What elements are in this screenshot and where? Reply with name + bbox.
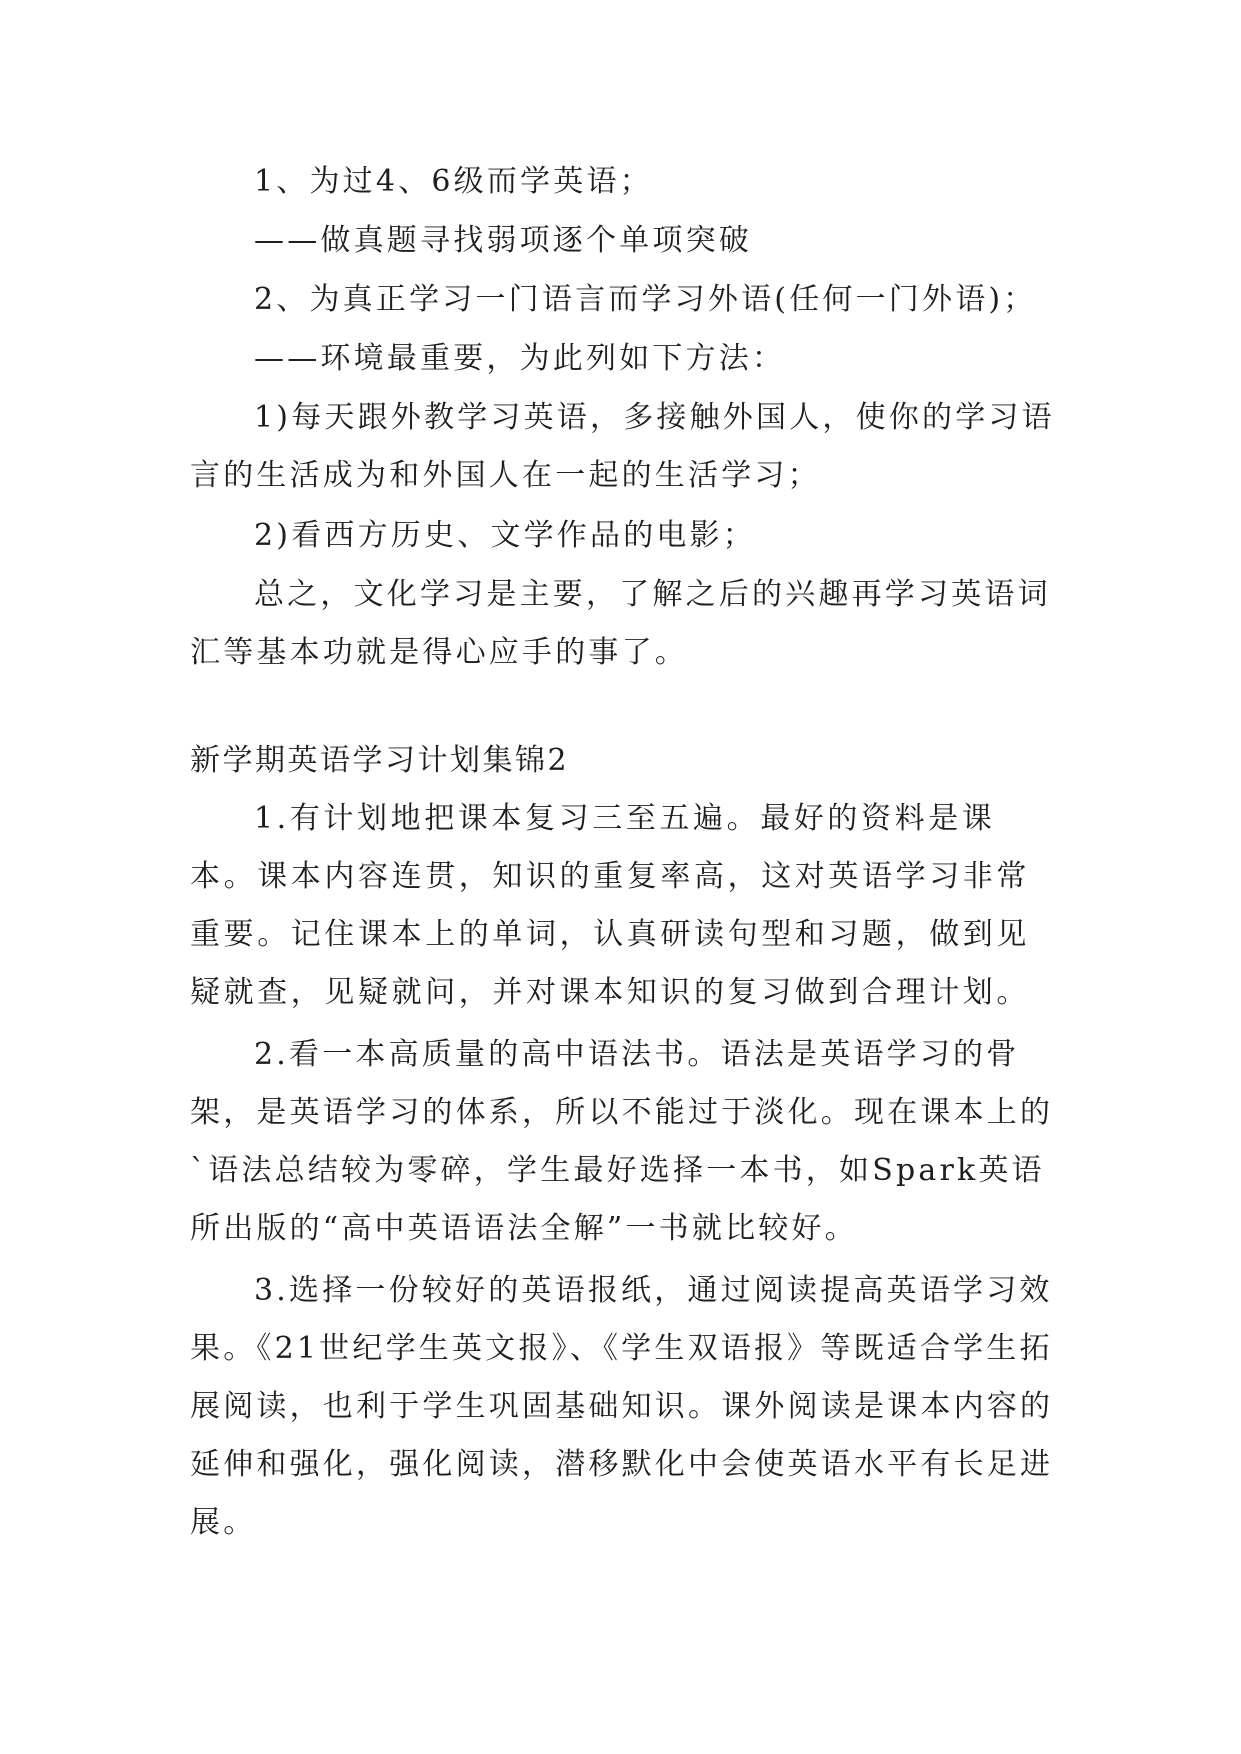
paragraph-8: 1.有计划地把课本复习三至五遍。最好的资料是课本。课本内容连贯，知识的重复率高，这对英语学习非常重要。记住课本上的单词，认真研读句型和习题，做到见疑就查，见疑就问，并对课本知识的复习做到合理计划。 [190, 801, 1030, 1010]
paragraph-1: 1、为过4、6级而学英语； [254, 164, 653, 199]
section-title: 新学期英语学习计划集锦2 [190, 743, 570, 778]
paragraph-9: 2.看一本高质量的高中语法书。语法是英语学习的骨架，是英语学习的体系，所以不能过于淡化。现在课本上的`语法总结较为零碎，学生最好选择一本书，如Spark英语所出版的“高中英语语法全解”一书就比较好。 [190, 1037, 1054, 1246]
paragraph-10: 3.选择一份较好的英语报纸，通过阅读提高英语学习效果。《21世纪学生英文报》、《学生双语报》等既适合学生拓展阅读，也利于学生巩固基础知识。课外阅读是课本内容的延伸和强化，强化阅读，潜移默化中会使英语水平有长足进展。 [190, 1273, 1054, 1540]
paragraph-4: ——环境最重要，为此列如下方法： [254, 341, 786, 376]
paragraph-5: 1)每天跟外教学习英语，多接触外国人，使你的学习语言的生活成为和外国人在一起的生活学习； [190, 400, 1055, 493]
paragraph-7: 总之，文化学习是主要，了解之后的兴趣再学习英语词汇等基本功就是得心应手的事了。 [190, 577, 1051, 670]
paragraph-2: ——做真题寻找弱项逐个单项突破 [254, 223, 752, 258]
paragraph-3: 2、为真正学习一门语言而学习外语(任何一门外语)； [254, 282, 1037, 317]
paragraph-6: 2)看西方历史、文学作品的电影； [254, 518, 756, 553]
